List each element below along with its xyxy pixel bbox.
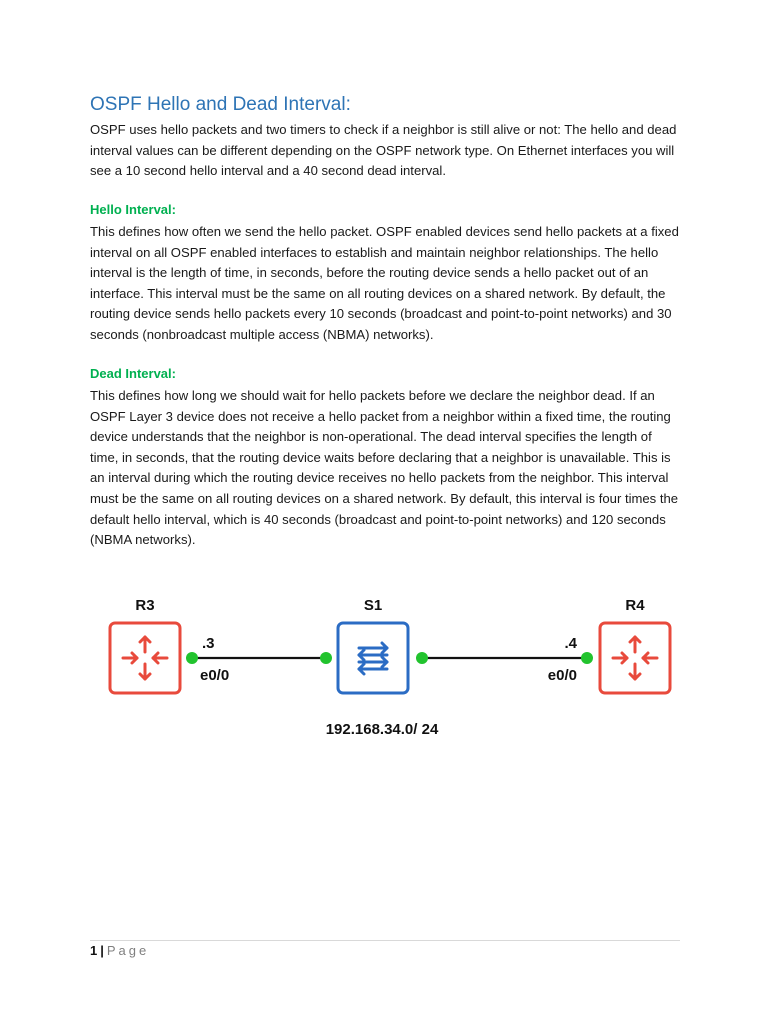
port-s1-left xyxy=(320,652,332,664)
intro-paragraph: OSPF uses hello packets and two timers to check if a neighbor is still alive or not: The hello and dead interval values can be different depending on the OSPF network type. On Ethernet interfaces you will see a 10 second hello interval and a 40 second dead interval. xyxy=(90,122,677,179)
r4-interface: e0/0 xyxy=(547,667,577,684)
s1-label: S1 xyxy=(363,597,383,614)
dead-interval-heading: Dead Interval: xyxy=(90,366,176,381)
hello-interval-heading: Hello Interval: xyxy=(90,202,176,217)
port-r4-e0-0 xyxy=(581,652,593,664)
r3-ip-suffix: .3 xyxy=(202,635,215,652)
r3-interface: e0/0 xyxy=(200,667,230,684)
router-r4-icon xyxy=(600,623,670,693)
page-word: Page xyxy=(106,943,150,958)
page-footer xyxy=(90,943,149,958)
port-s1-right xyxy=(416,652,428,664)
router-r3-icon xyxy=(110,623,180,693)
footer-divider xyxy=(90,940,680,941)
r4-ip-suffix: .4 xyxy=(564,635,577,652)
r3-label: R3 xyxy=(135,597,155,614)
network-address: 192.168.34.0/ 24 xyxy=(325,721,439,738)
dead-interval-paragraph: This defines how long we should wait for hello packets before we declare the neighbor dead. If an OSPF Layer 3 device does not receive a hello packet from a neighbor within a fixed time, the routing device understands that the neighbor is non-operational. The dead interval specifies the length of time, in seconds, that the routing device waits before declaring that a neighbor is unavailable. This is an interval during which the routing device receives no hello packets from the neighbor. This interval must be the same on all routing devices on a shared network. By default, this interval is four times the default hello interval, which is 40 seconds (broadcast and point-to-point networks) and 120 seconds (NBMA networks). xyxy=(90,388,679,548)
page-title: OSPF Hello and Dead Interval: xyxy=(90,94,351,115)
page-separator: | xyxy=(100,943,104,958)
page-number: 1 xyxy=(90,943,98,958)
network-topology-diagram xyxy=(0,580,768,750)
switch-s1-icon xyxy=(338,623,408,693)
r4-label: R4 xyxy=(625,597,645,614)
hello-interval-paragraph: This defines how often we send the hello packet. OSPF enabled devices send hello packets at a fixed interval on all OSPF enabled interfaces to establish and maintain neighbor relationships. The hello interval is the length of time, in seconds, before the routing device sends a hello packet out of an interface. This interval must be the same on all routing devices on a shared network. By default, the routing device sends hello packets every 10 seconds (broadcast and point-to-point networks) and 30 seconds (nonbroadcast multiple access (NBMA) networks). xyxy=(90,224,679,342)
port-r3-e0-0 xyxy=(186,652,198,664)
